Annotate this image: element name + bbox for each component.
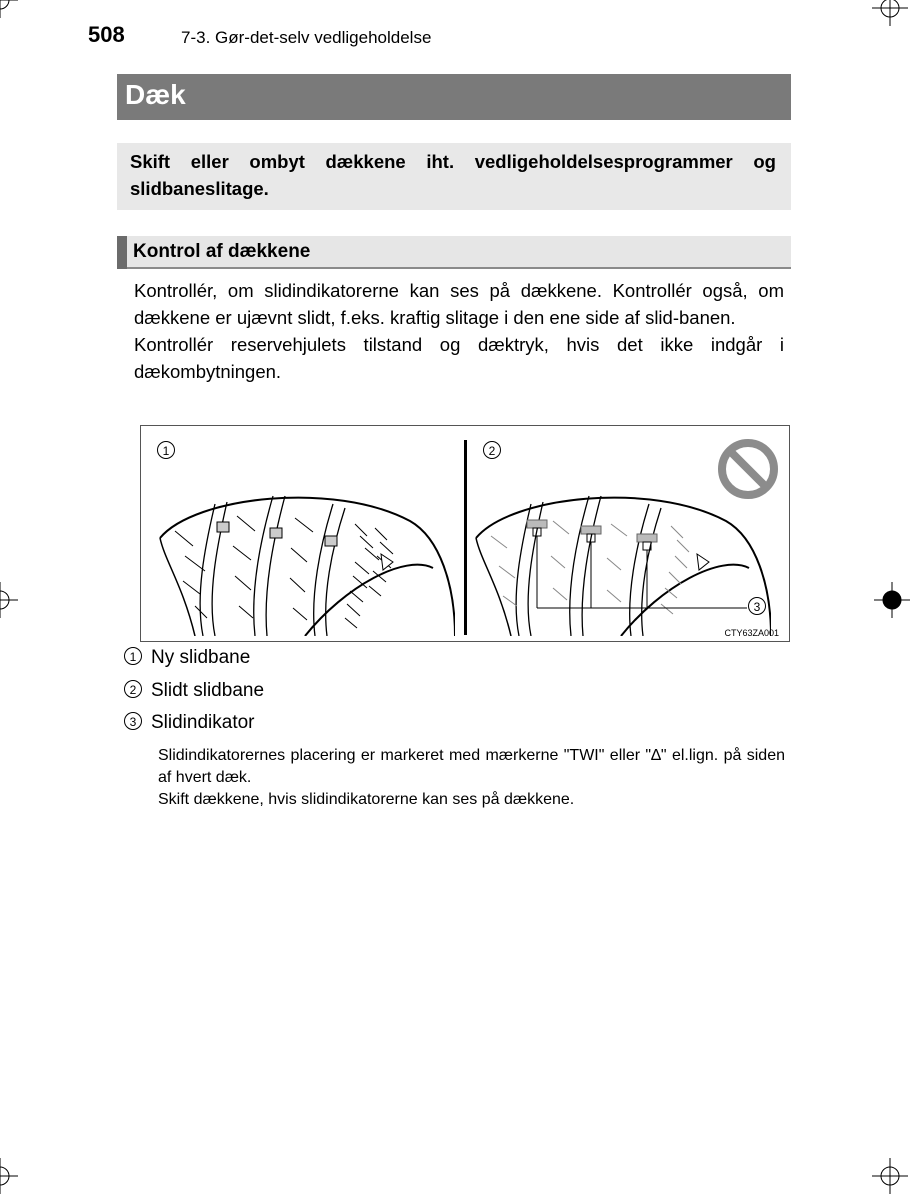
subsection-heading: Kontrol af dækkene (133, 241, 311, 262)
page-number: 508 (88, 22, 125, 47)
note-line-1: Slidindikatorernes placering er markeret med mærkerne "TWI" eller "∆" el.lign. på siden af hvert dæk. (158, 747, 785, 786)
legend-text-2: Slidt slidbane (151, 680, 265, 701)
registration-mark-top-left (0, 0, 18, 18)
legend-item-3 (124, 712, 255, 734)
body-paragraph-2: Kontrollér reservehjulets tilstand og dæktryk, hvis det ikke indgår i dækombytningen. (134, 334, 784, 382)
legend-number-3: 3 (124, 712, 142, 730)
registration-mark-top-right (872, 0, 908, 26)
registration-mark-bottom-right (872, 1158, 908, 1194)
legend-item-1 (124, 647, 250, 669)
figure-label-3: 3 (748, 597, 766, 615)
registration-mark-mid-left (0, 582, 18, 618)
legend-text-3: Slidindikator (151, 712, 255, 733)
tire-figure (140, 425, 790, 642)
legend-text-1: Ny slidbane (151, 647, 251, 668)
intro-text: Skift eller ombyt dækkene iht. vedligeholdelsesprogrammer og slidbaneslitage. (130, 151, 776, 199)
figure-label-2: 2 (483, 441, 501, 459)
figure-code: CTY63ZA001 (724, 628, 779, 638)
note (158, 745, 785, 811)
legend-number-2: 2 (124, 680, 142, 698)
registration-mark-mid-right (874, 582, 910, 618)
heading-accent-bar (117, 236, 127, 269)
note-line-2: Skift dækkene, hvis slidindikatorerne kan ses på dækkene. (158, 791, 575, 808)
prohibited-icon (715, 436, 781, 502)
body-paragraph-1: Kontrollér, om slidindikatorerne kan ses på dækkene. Kontrollér også, om dækkene er ujævnt slidt, f.eks. kraftig slitage i den ene side af slid-banen. (134, 280, 784, 328)
figure-label-1: 1 (157, 441, 175, 459)
intro-box (117, 143, 791, 210)
legend-item-2 (124, 680, 264, 702)
tire-new-tread-illustration (155, 476, 455, 636)
title-bar (117, 74, 791, 120)
legend-number-1: 1 (124, 647, 142, 665)
page-title: Dæk (125, 79, 186, 110)
registration-mark-bottom-left (0, 1158, 18, 1194)
section-path: 7-3. Gør-det-selv vedligeholdelse (181, 28, 432, 47)
body-text (134, 277, 784, 385)
subsection-heading-bar (117, 236, 791, 269)
figure-divider (464, 440, 467, 635)
